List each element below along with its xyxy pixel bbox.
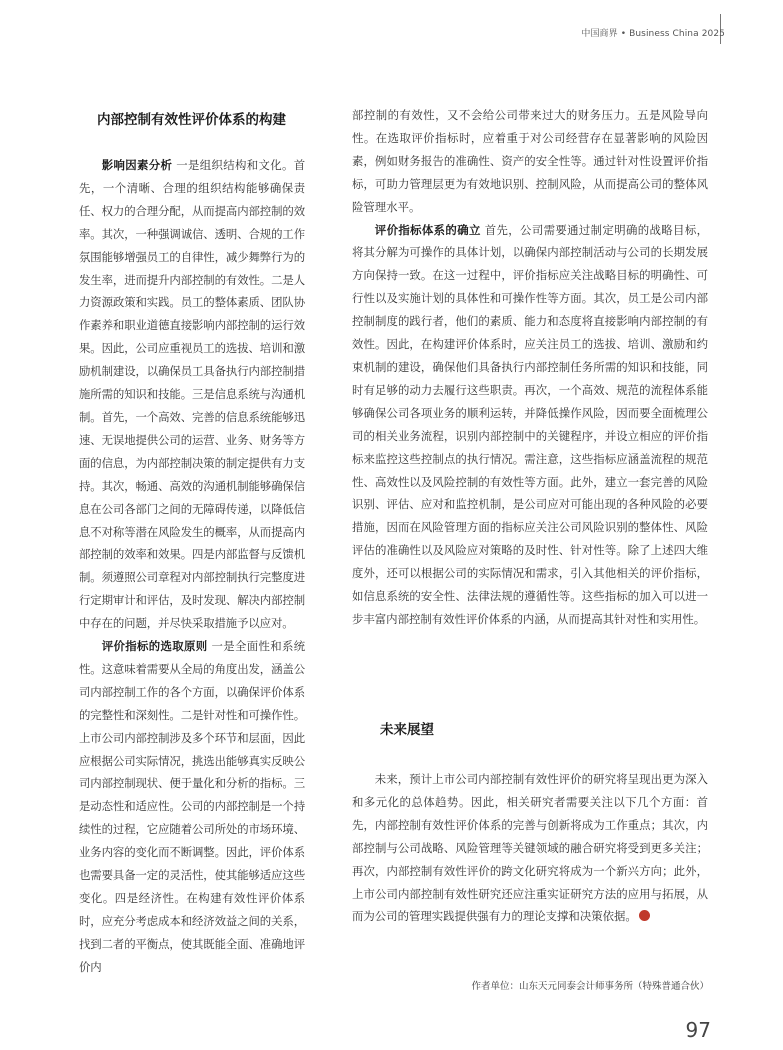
paragraph-continuation: 部控制的有效性，又不会给公司带来过大的财务压力。五是风险导向性。在选取评价指标时，应着重于对公司经营存在显著影响的风险因素，例如财务报告的准确性、资产的安全性等。通过针对性设置评价指标，可助力管理层更为有效地识别、控制风险，从而提高公司的整体风险管理水平。 xyxy=(352,108,708,214)
right-column xyxy=(352,104,708,631)
journal-header: 中国商界 • Business China 2025 xyxy=(581,29,725,39)
end-mark-icon xyxy=(639,910,650,921)
body-text: 一是组织结构和文化。首先，一个清晰、合理的组织结构能够确保责任、权力的合理分配，从而提高内部控制的效率。其次，一种强调诚信、透明、合规的工作氛围能够增强员工的自律性，减少舞弊行为的发生率，进而提升内部控制的有效性。二是人力资源政策和实践。员工的整体素质、团队协作素养和职业道德直接影响内部控制的运行效果。因此，公司应重视员工的选拔、培训和激励机制建设，以确保员工具备执行内部控制措施所需的知识和技能。三是信息系统与沟通机制。首先，一个高效、完善的信息系统能够迅速、无误地提供公司的运营、业务、财务等方面的信息，为内部控制决策的制定提供有力支持。其次，畅通、高效的沟通机制能够确保信息在公司各部门之间的无障碍传递，以降低信息不对称等潜在风险发生的概率，从而提高内部控制的效率和效果。四是内部监督与反馈机制。须遵照公司章程对内部控制执行完整度进行定期审计和评估，及时发现、解决内部控制中存在的问题，并尽快采取措施予以应对。 xyxy=(79,158,306,631)
subheading-influencing-factors: 影响因素分析 xyxy=(101,158,173,172)
paragraph-index-system xyxy=(352,219,708,631)
section-heading-outlook: 未来展望 xyxy=(380,722,434,738)
author-affiliation: 作者单位：山东天元同泰会计师事务所（特殊普通合伙） xyxy=(471,981,709,992)
paragraph-influencing-factors xyxy=(79,154,305,635)
subheading-index-system: 评价指标体系的确立 xyxy=(374,222,481,237)
body-text: 未来，预计上市公司内部控制有效性评价的研究将呈现出更为深入和多元化的总体趋势。因此，相关研究者需要关注以下几个方面：首先，内部控制有效性评价体系的完善与创新将成为工作重点；其次，内部控制与公司战略、风险管理等关键领域的融合研究将受到更多关注；再次，内部控制有效性评价的跨文化研究将成为一个新兴方向；此外，上市公司内部控制有效性研究还应注重实证研究方法的应用与拓展，从而为公司的管理实践提供强有力的理论支撑和决策依据。 xyxy=(352,772,708,924)
outlook-section xyxy=(352,718,708,928)
page-number: 97 xyxy=(685,1018,711,1042)
paragraph-selection-principles xyxy=(79,635,305,979)
body-text: 首先，公司需要通过制定明确的战略目标，将其分解为可操作的具体计划，以确保内部控制活动与公司的长期发展方向保持一致。在这一过程中，评价指标应关注战略目标的明确性、可行性以及实施计划的具体性和可操作性等方面。其次，员工是公司内部控制制度的践行者，他们的素质、能力和态度将直接影响内部控制的有效性。因此，在构建评价体系时，应关注员工的选拔、培训、激励和约束机制的建设，确保他们具备执行内部控制任务所需的知识和技能，同时有足够的动力去履行这些职责。再次，一个高效、规范的流程体系能够确保公司各项业务的顺利运转，并降低操作风险，因而要全面梳理公司的相关业务流程，识别内部控制中的关键程序，并设立相应的评价指标来监控这些控制点的执行情况。需注意，这些指标应涵盖流程的规范性、高效性以及风险控制的有效性等方面。此外，建立一套完善的风险识别、评估、应对和监控机制，是公司应对可能出现的各种风险的必要措施，因而在风险管理方面的指标应关注公司风险识别的整体性、风险评估的准确性以及风险应对策略的及时性、针对性等。除了上述四大维度外，还可以根据公司的实际情况和需求，引入其他相关的评价指标，如信息系统的安全性、法律法规的遵循性等。这些指标的加入可以进一步丰富内部控制有效性评价体系的内涵，从而提高其针对性和实用性。 xyxy=(352,222,708,626)
subheading-selection-principles: 评价指标的选取原则 xyxy=(101,639,208,654)
paragraph-outlook xyxy=(352,768,708,928)
section-heading: 内部控制有效性评价体系的构建 xyxy=(97,112,286,128)
left-column xyxy=(79,108,305,979)
body-text: 一是全面性和系统性。这意味着需要从全局的角度出发，涵盖公司内部控制工作的各个方面，以确保评价体系的完整性和深刻性。二是针对性和可操作性。上市公司内部控制涉及多个环节和层面，因此应根据公司实际情况，挑选出能够真实反映公司内部控制现状、便于量化和分析的指标。三是动态性和适应性。公司的内部控制是一个持续性的过程，它应随着公司所处的市场环境、业务内容的变化而不断调整。因此，评价体系也需要具备一定的灵活性，使其能够适应这些变化。四是经济性。在构建有效性评价体系时，应充分考虑成本和经济效益之间的关系，找到二者的平衡点，使其既能全面、准确地评价内 xyxy=(79,639,305,974)
